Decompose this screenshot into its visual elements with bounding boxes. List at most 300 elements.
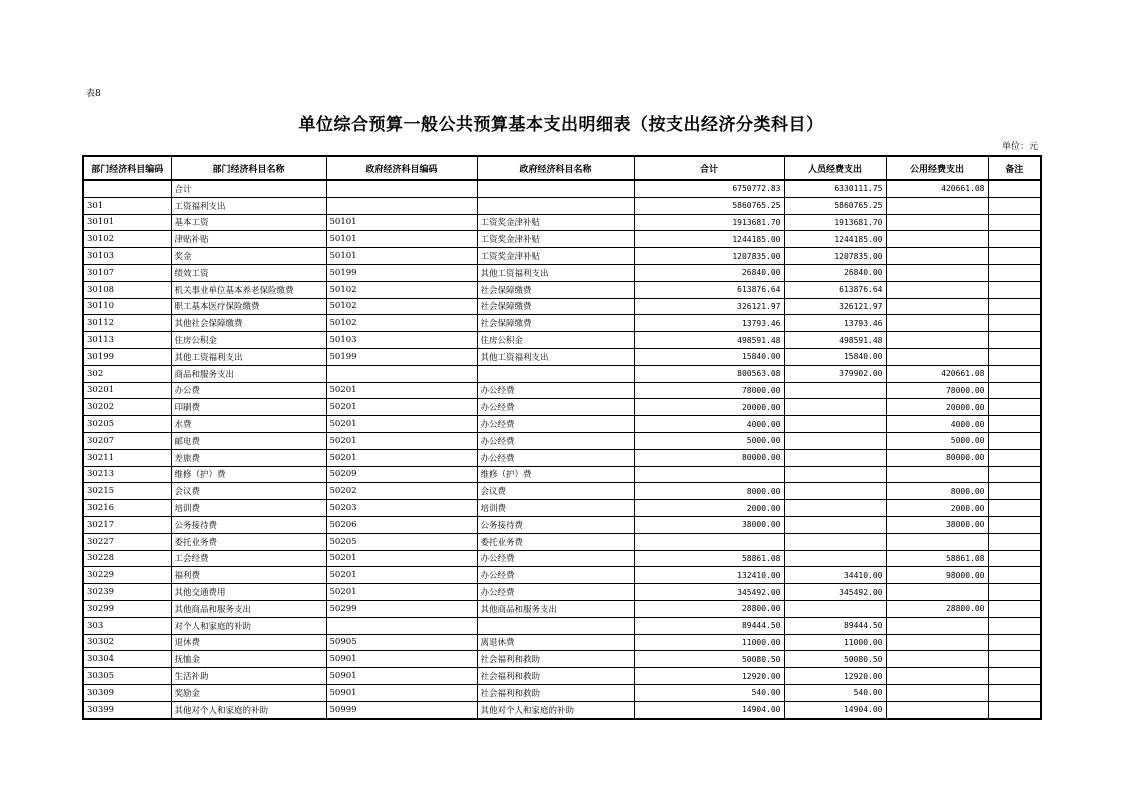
table-header: [83, 156, 1041, 180]
public-cell: 8000.00: [886, 483, 988, 500]
dept-name-cell: 维修（护）费: [171, 466, 326, 483]
gov-name-cell: 社会保障缴费: [477, 281, 634, 298]
gov-name-cell: [477, 617, 634, 634]
dept-code-cell: 30229: [83, 567, 171, 584]
gov-code-cell: 50201: [326, 399, 477, 416]
remark-cell: [988, 634, 1041, 651]
personnel-cell: 12920.00: [784, 668, 886, 685]
dept-code-cell: 30213: [83, 466, 171, 483]
header-row: [83, 156, 1041, 180]
total-cell: 613876.64: [634, 281, 784, 298]
gov-code-cell: 50206: [326, 516, 477, 533]
gov-name-cell: 委托业务费: [477, 533, 634, 550]
total-cell: 50080.50: [634, 651, 784, 668]
dept-name-cell: 委托业务费: [171, 533, 326, 550]
gov-code-cell: 50101: [326, 231, 477, 248]
remark-cell: [988, 449, 1041, 466]
remark-cell: [988, 500, 1041, 517]
remark-cell: [988, 197, 1041, 214]
gov-name-cell: 离退休费: [477, 634, 634, 651]
remark-cell: [988, 248, 1041, 265]
gov-code-cell: 50201: [326, 449, 477, 466]
table-row: [83, 634, 1041, 651]
dept-name-cell: 其他工资福利支出: [171, 348, 326, 365]
gov-code-cell: 50201: [326, 382, 477, 399]
dept-name-cell: 住房公积金: [171, 332, 326, 349]
gov-name-cell: [477, 197, 634, 214]
table-row: [83, 483, 1041, 500]
gov-name-cell: 办公经费: [477, 399, 634, 416]
gov-code-cell: 50201: [326, 550, 477, 567]
public-cell: [886, 214, 988, 231]
gov-name-cell: 办公经费: [477, 382, 634, 399]
personnel-cell: 15840.00: [784, 348, 886, 365]
header-remark: 备注: [988, 156, 1041, 180]
personnel-cell: 11000.00: [784, 634, 886, 651]
dept-code-cell: 30113: [83, 332, 171, 349]
gov-name-cell: 社会福利和救助: [477, 684, 634, 701]
table-number: 表8: [86, 89, 101, 99]
public-cell: [886, 281, 988, 298]
remark-cell: [988, 533, 1041, 550]
gov-code-cell: 50199: [326, 348, 477, 365]
remark-cell: [988, 466, 1041, 483]
remark-cell: [988, 668, 1041, 685]
table-row: [83, 332, 1041, 349]
table-row: [83, 684, 1041, 701]
dept-code-cell: 30215: [83, 483, 171, 500]
gov-name-cell: 培训费: [477, 500, 634, 517]
dept-name-cell: 差旅费: [171, 449, 326, 466]
dept-code-cell: 30217: [83, 516, 171, 533]
table-row: [83, 315, 1041, 332]
public-cell: [886, 668, 988, 685]
gov-name-cell: 办公经费: [477, 416, 634, 433]
header-total: 合计: [634, 156, 784, 180]
personnel-cell: 13793.46: [784, 315, 886, 332]
total-cell: 14904.00: [634, 701, 784, 718]
remark-cell: [988, 416, 1041, 433]
table-row: [83, 701, 1041, 718]
dept-code-cell: 302: [83, 365, 171, 382]
total-cell: 345492.00: [634, 584, 784, 601]
personnel-cell: 1207835.00: [784, 248, 886, 265]
gov-code-cell: 50201: [326, 432, 477, 449]
remark-cell: [988, 617, 1041, 634]
dept-code-cell: 30103: [83, 248, 171, 265]
personnel-cell: [784, 432, 886, 449]
table-row: [83, 567, 1041, 584]
table-row: [83, 399, 1041, 416]
remark-cell: [988, 584, 1041, 601]
public-cell: [886, 231, 988, 248]
total-cell: 6750772.83: [634, 180, 784, 197]
personnel-cell: 498591.48: [784, 332, 886, 349]
gov-code-cell: 50901: [326, 651, 477, 668]
gov-code-cell: 50299: [326, 600, 477, 617]
public-cell: 5000.00: [886, 432, 988, 449]
gov-code-cell: 50205: [326, 533, 477, 550]
dept-code-cell: 30304: [83, 651, 171, 668]
public-cell: [886, 617, 988, 634]
remark-cell: [988, 684, 1041, 701]
dept-name-cell: 其他对个人和家庭的补助: [171, 701, 326, 718]
personnel-cell: 89444.50: [784, 617, 886, 634]
dept-code-cell: 30101: [83, 214, 171, 231]
dept-name-cell: 培训费: [171, 500, 326, 517]
personnel-cell: 613876.64: [784, 281, 886, 298]
header-gov-name: 政府经济科目名称: [477, 156, 634, 180]
public-cell: [886, 584, 988, 601]
remark-cell: [988, 432, 1041, 449]
public-cell: [886, 248, 988, 265]
public-cell: 2000.00: [886, 500, 988, 517]
total-cell: 800563.08: [634, 365, 784, 382]
public-cell: [886, 197, 988, 214]
gov-code-cell: [326, 617, 477, 634]
dept-name-cell: 工会经费: [171, 550, 326, 567]
personnel-cell: [784, 500, 886, 517]
dept-name-cell: 福利费: [171, 567, 326, 584]
table-row: [83, 500, 1041, 517]
public-cell: 420661.08: [886, 180, 988, 197]
dept-name-cell: 邮电费: [171, 432, 326, 449]
gov-name-cell: 其他工资福利支出: [477, 264, 634, 281]
table-row: [83, 264, 1041, 281]
gov-code-cell: 50202: [326, 483, 477, 500]
dept-name-cell: 合计: [171, 180, 326, 197]
public-cell: 420661.08: [886, 365, 988, 382]
gov-name-cell: 社会福利和救助: [477, 668, 634, 685]
table-row: [83, 651, 1041, 668]
total-cell: 132410.00: [634, 567, 784, 584]
gov-code-cell: 50905: [326, 634, 477, 651]
gov-name-cell: 办公经费: [477, 550, 634, 567]
dept-code-cell: 30309: [83, 684, 171, 701]
gov-code-cell: 50203: [326, 500, 477, 517]
table-row: [83, 248, 1041, 265]
gov-name-cell: [477, 180, 634, 197]
gov-name-cell: 维修（护）费: [477, 466, 634, 483]
total-cell: 13793.46: [634, 315, 784, 332]
header-public: 公用经费支出: [886, 156, 988, 180]
public-cell: 78000.00: [886, 382, 988, 399]
gov-code-cell: 50901: [326, 684, 477, 701]
public-cell: [886, 315, 988, 332]
remark-cell: [988, 651, 1041, 668]
table-row: [83, 382, 1041, 399]
remark-cell: [988, 550, 1041, 567]
dept-code-cell: 30199: [83, 348, 171, 365]
gov-code-cell: 50901: [326, 668, 477, 685]
gov-code-cell: 50102: [326, 315, 477, 332]
public-cell: [886, 264, 988, 281]
public-cell: [886, 298, 988, 315]
gov-name-cell: 社会福利和救助: [477, 651, 634, 668]
table-row: [83, 197, 1041, 214]
table-row: [83, 416, 1041, 433]
dept-code-cell: 30110: [83, 298, 171, 315]
table-row: [83, 365, 1041, 382]
header-dept-name: 部门经济科目名称: [171, 156, 326, 180]
dept-name-cell: 办公费: [171, 382, 326, 399]
total-cell: [634, 533, 784, 550]
dept-code-cell: 30107: [83, 264, 171, 281]
personnel-cell: [784, 416, 886, 433]
remark-cell: [988, 281, 1041, 298]
dept-name-cell: 工资福利支出: [171, 197, 326, 214]
gov-code-cell: [326, 180, 477, 197]
personnel-cell: [784, 466, 886, 483]
dept-code-cell: 30202: [83, 399, 171, 416]
table-row: [83, 584, 1041, 601]
public-cell: [886, 466, 988, 483]
header-dept-code: 部门经济科目编码: [83, 156, 171, 180]
personnel-cell: 1244185.00: [784, 231, 886, 248]
unit-label: 单位：元: [1001, 142, 1038, 152]
total-cell: 38000.00: [634, 516, 784, 533]
remark-cell: [988, 180, 1041, 197]
table-row: [83, 231, 1041, 248]
gov-name-cell: 其他对个人和家庭的补助: [477, 701, 634, 718]
dept-name-cell: 奖励金: [171, 684, 326, 701]
gov-name-cell: 其他工资福利支出: [477, 348, 634, 365]
public-cell: 38000.00: [886, 516, 988, 533]
public-cell: 4000.00: [886, 416, 988, 433]
public-cell: [886, 348, 988, 365]
dept-name-cell: 对个人和家庭的补助: [171, 617, 326, 634]
personnel-cell: 5860765.25: [784, 197, 886, 214]
dept-name-cell: 公务接待费: [171, 516, 326, 533]
table-row: [83, 214, 1041, 231]
dept-code-cell: 30216: [83, 500, 171, 517]
dept-name-cell: 其他社会保障缴费: [171, 315, 326, 332]
remark-cell: [988, 365, 1041, 382]
dept-name-cell: 机关事业单位基本养老保险缴费: [171, 281, 326, 298]
gov-name-cell: 办公经费: [477, 567, 634, 584]
remark-cell: [988, 264, 1041, 281]
dept-name-cell: 商品和服务支出: [171, 365, 326, 382]
gov-name-cell: 会议费: [477, 483, 634, 500]
table-row: [83, 617, 1041, 634]
remark-cell: [988, 214, 1041, 231]
total-cell: 20000.00: [634, 399, 784, 416]
gov-name-cell: 社会保障缴费: [477, 298, 634, 315]
gov-code-cell: 50201: [326, 584, 477, 601]
gov-name-cell: 住房公积金: [477, 332, 634, 349]
total-cell: 15840.00: [634, 348, 784, 365]
dept-name-cell: 印刷费: [171, 399, 326, 416]
gov-name-cell: 公务接待费: [477, 516, 634, 533]
dept-code-cell: 30299: [83, 600, 171, 617]
gov-code-cell: 50102: [326, 298, 477, 315]
gov-name-cell: 工资奖金津补贴: [477, 214, 634, 231]
dept-code-cell: 30102: [83, 231, 171, 248]
total-cell: 5000.00: [634, 432, 784, 449]
dept-code-cell: 30211: [83, 449, 171, 466]
personnel-cell: 326121.97: [784, 298, 886, 315]
total-cell: 5860765.25: [634, 197, 784, 214]
public-cell: [886, 684, 988, 701]
dept-code-cell: 30205: [83, 416, 171, 433]
table-row: [83, 281, 1041, 298]
total-cell: 11000.00: [634, 634, 784, 651]
public-cell: [886, 332, 988, 349]
gov-code-cell: 50999: [326, 701, 477, 718]
remark-cell: [988, 483, 1041, 500]
table-row: [83, 348, 1041, 365]
gov-name-cell: 社会保障缴费: [477, 315, 634, 332]
dept-name-cell: 绩效工资: [171, 264, 326, 281]
table-row: [83, 466, 1041, 483]
table-row: [83, 516, 1041, 533]
personnel-cell: [784, 516, 886, 533]
dept-code-cell: 30207: [83, 432, 171, 449]
personnel-cell: [784, 550, 886, 567]
remark-cell: [988, 600, 1041, 617]
personnel-cell: 6330111.75: [784, 180, 886, 197]
total-cell: 1207835.00: [634, 248, 784, 265]
remark-cell: [988, 332, 1041, 349]
gov-name-cell: 办公经费: [477, 432, 634, 449]
personnel-cell: 34410.00: [784, 567, 886, 584]
dept-name-cell: 会议费: [171, 483, 326, 500]
total-cell: 1913681.70: [634, 214, 784, 231]
personnel-cell: 26840.00: [784, 264, 886, 281]
total-cell: 89444.50: [634, 617, 784, 634]
personnel-cell: 345492.00: [784, 584, 886, 601]
dept-name-cell: 退休费: [171, 634, 326, 651]
public-cell: 58861.08: [886, 550, 988, 567]
public-cell: [886, 651, 988, 668]
table-row: [83, 180, 1041, 197]
public-cell: 20000.00: [886, 399, 988, 416]
total-cell: 1244185.00: [634, 231, 784, 248]
gov-code-cell: 50101: [326, 214, 477, 231]
gov-name-cell: 工资奖金津补贴: [477, 248, 634, 265]
dept-name-cell: 其他商品和服务支出: [171, 600, 326, 617]
table-row: [83, 550, 1041, 567]
dept-name-cell: 抚恤金: [171, 651, 326, 668]
total-cell: 78000.00: [634, 382, 784, 399]
dept-code-cell: 30228: [83, 550, 171, 567]
personnel-cell: [784, 382, 886, 399]
public-cell: 28800.00: [886, 600, 988, 617]
remark-cell: [988, 399, 1041, 416]
page-title: 单位综合预算一般公共预算基本支出明细表（按支出经济分类科目）: [298, 115, 824, 135]
total-cell: 80000.00: [634, 449, 784, 466]
dept-name-cell: 津贴补贴: [171, 231, 326, 248]
total-cell: 498591.48: [634, 332, 784, 349]
table-row: [83, 449, 1041, 466]
personnel-cell: [784, 483, 886, 500]
gov-code-cell: [326, 365, 477, 382]
table-row: [83, 533, 1041, 550]
total-cell: [634, 466, 784, 483]
remark-cell: [988, 315, 1041, 332]
remark-cell: [988, 516, 1041, 533]
gov-code-cell: 50103: [326, 332, 477, 349]
total-cell: 26840.00: [634, 264, 784, 281]
public-cell: [886, 701, 988, 718]
gov-code-cell: 50101: [326, 248, 477, 265]
remark-cell: [988, 382, 1041, 399]
dept-code-cell: 30302: [83, 634, 171, 651]
public-cell: [886, 533, 988, 550]
dept-code-cell: 30399: [83, 701, 171, 718]
personnel-cell: [784, 600, 886, 617]
dept-code-cell: 30239: [83, 584, 171, 601]
dept-name-cell: 生活补助: [171, 668, 326, 685]
personnel-cell: [784, 533, 886, 550]
total-cell: 326121.97: [634, 298, 784, 315]
gov-name-cell: 办公经费: [477, 449, 634, 466]
gov-code-cell: 50201: [326, 416, 477, 433]
gov-code-cell: 50209: [326, 466, 477, 483]
gov-code-cell: 50199: [326, 264, 477, 281]
dept-code-cell: 30112: [83, 315, 171, 332]
gov-code-cell: 50102: [326, 281, 477, 298]
personnel-cell: 540.00: [784, 684, 886, 701]
table-row: [83, 298, 1041, 315]
total-cell: 8000.00: [634, 483, 784, 500]
dept-code-cell: 30201: [83, 382, 171, 399]
gov-name-cell: 办公经费: [477, 584, 634, 601]
total-cell: 58861.08: [634, 550, 784, 567]
remark-cell: [988, 701, 1041, 718]
table-body: [83, 180, 1041, 719]
personnel-cell: 50080.50: [784, 651, 886, 668]
remark-cell: [988, 348, 1041, 365]
header-personnel: 人员经费支出: [784, 156, 886, 180]
personnel-cell: 14904.00: [784, 701, 886, 718]
dept-code-cell: 30108: [83, 281, 171, 298]
public-cell: 98000.00: [886, 567, 988, 584]
total-cell: 540.00: [634, 684, 784, 701]
dept-name-cell: 奖金: [171, 248, 326, 265]
dept-code-cell: 30227: [83, 533, 171, 550]
budget-table: [82, 155, 1042, 720]
total-cell: 4000.00: [634, 416, 784, 433]
dept-name-cell: 水费: [171, 416, 326, 433]
personnel-cell: 1913681.70: [784, 214, 886, 231]
public-cell: 80000.00: [886, 449, 988, 466]
personnel-cell: 379902.00: [784, 365, 886, 382]
table-row: [83, 432, 1041, 449]
gov-name-cell: [477, 365, 634, 382]
table-row: [83, 600, 1041, 617]
personnel-cell: [784, 449, 886, 466]
dept-code-cell: [83, 180, 171, 197]
dept-code-cell: 303: [83, 617, 171, 634]
gov-name-cell: 其他商品和服务支出: [477, 600, 634, 617]
table-row: [83, 668, 1041, 685]
header-gov-code: 政府经济科目编码: [326, 156, 477, 180]
gov-name-cell: 工资奖金津补贴: [477, 231, 634, 248]
total-cell: 2000.00: [634, 500, 784, 517]
dept-name-cell: 其他交通费用: [171, 584, 326, 601]
total-cell: 12920.00: [634, 668, 784, 685]
gov-code-cell: [326, 197, 477, 214]
gov-code-cell: 50201: [326, 567, 477, 584]
total-cell: 28800.00: [634, 600, 784, 617]
public-cell: [886, 634, 988, 651]
dept-code-cell: 30305: [83, 668, 171, 685]
dept-name-cell: 基本工资: [171, 214, 326, 231]
dept-code-cell: 301: [83, 197, 171, 214]
remark-cell: [988, 231, 1041, 248]
personnel-cell: [784, 399, 886, 416]
